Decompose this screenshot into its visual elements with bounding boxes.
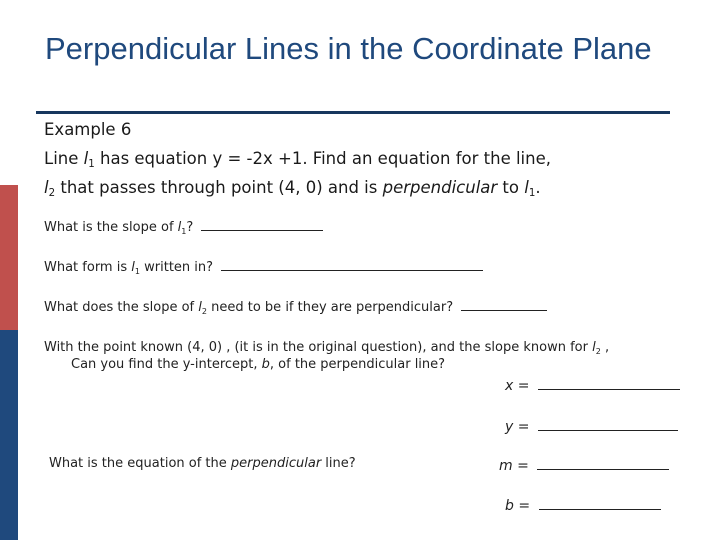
question-slope-l1: What is the slope of $l_1$? bbox=[44, 218, 323, 235]
example-line-1: Line $l_1$ has equation y = -2x +1. Find an equation for the line, bbox=[44, 149, 551, 170]
answer-b-row: b = bbox=[505, 496, 661, 514]
accent-bar-blue bbox=[0, 330, 18, 540]
answer-x-row: x = bbox=[505, 376, 680, 394]
example-line-2: $l_2$ that passes through point (4, 0) and is perpendicular to $l_1$. bbox=[44, 178, 541, 199]
title-underline bbox=[36, 111, 670, 114]
accent-bar-top bbox=[0, 0, 18, 185]
answer-blank-m[interactable] bbox=[537, 456, 669, 470]
question-y-intercept: With the point known (4, 0) , (it is in the original question), and the slope known for $l_2$ , Can you find the y-intercept, b, of the perpendicular line? bbox=[44, 340, 610, 372]
answer-blank-slope-l1[interactable] bbox=[201, 218, 323, 231]
answer-blank-y[interactable] bbox=[538, 417, 678, 431]
accent-bar-red bbox=[0, 185, 18, 330]
slide-title: Perpendicular Lines in the Coordinate Plane bbox=[45, 31, 652, 66]
answer-blank-form[interactable] bbox=[221, 258, 483, 271]
question-slope-l2: What does the slope of $l_2$ need to be if they are perpendicular? bbox=[44, 298, 547, 315]
answer-m-row: m = bbox=[499, 456, 669, 474]
question-equation: What is the equation of the perpendicular line? bbox=[49, 456, 356, 471]
example-heading: Example 6 bbox=[44, 120, 132, 139]
answer-blank-b[interactable] bbox=[539, 496, 661, 510]
question-form-l1: What form is $l_1$ written in? bbox=[44, 258, 483, 275]
answer-y-row: y = bbox=[505, 417, 678, 435]
example-text bbox=[44, 115, 704, 202]
answer-blank-slope-l2[interactable] bbox=[461, 298, 547, 311]
answer-blank-x[interactable] bbox=[538, 376, 680, 390]
